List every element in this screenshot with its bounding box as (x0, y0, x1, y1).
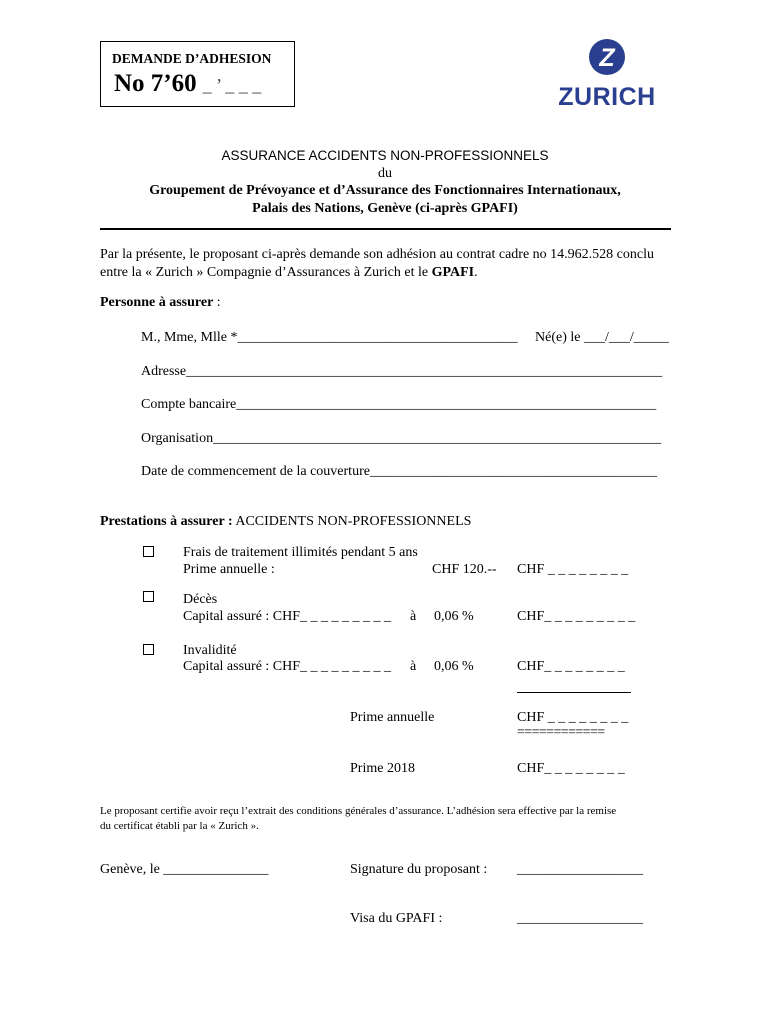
death-rate: 0,06 % (434, 609, 474, 624)
benefits-heading (100, 514, 471, 530)
disability-rate: 0,06 % (434, 659, 474, 674)
application-number (114, 70, 261, 98)
subtotal-line (517, 692, 631, 693)
logo-letter: Z (599, 44, 615, 72)
address-field[interactable]: Adresse____________________________________________________________________ (141, 364, 663, 379)
intro-gpafi: GPAFI (431, 265, 475, 280)
person-heading-label: Personne à assurer (100, 295, 214, 310)
certify-line-2: du certificat établi par la « Zurich ». (100, 820, 259, 832)
coverage-start-field[interactable]: Date de commencement de la couverture_________________________________________ (141, 464, 657, 479)
proposant-signature-field[interactable]: __________________ (517, 862, 643, 877)
name-field[interactable]: M., Mme, Mlle *________________________________________ (141, 330, 518, 345)
title-divider (100, 228, 671, 230)
treatment-amount-field[interactable]: CHF _ _ _ _ _ _ _ _ (517, 562, 629, 577)
disability-capital-field[interactable]: Capital assuré : CHF_ _ _ _ _ _ _ _ _ (183, 659, 392, 674)
disability-at: à (410, 659, 417, 674)
intro-line-1: Par la présente, le proposant ci-après demande son adhésion au contrat cadre no 14.962.528 conclu (100, 247, 654, 262)
bank-account-field[interactable]: Compte bancaire____________________________________________________________ (141, 397, 657, 412)
annual-premium-label: Prime annuelle (350, 710, 435, 725)
title-line-4: Palais des Nations, Genève (ci-après GPAFI) (252, 201, 518, 216)
treatment-title: Frais de traitement illimités pendant 5 ans (183, 545, 418, 560)
person-heading (100, 295, 221, 311)
death-at: à (410, 609, 417, 624)
gpafi-visa-label: Visa du GPAFI : (350, 911, 443, 926)
application-label: DEMANDE D’ADHESION (112, 51, 272, 66)
person-heading-colon: : (213, 295, 221, 310)
benefits-heading-label: Prestations à assurer : (100, 514, 233, 529)
death-capital-field[interactable]: Capital assuré : CHF_ _ _ _ _ _ _ _ _ (183, 609, 392, 624)
treatment-detail: Prime annuelle : (183, 562, 275, 577)
organisation-field[interactable]: Organisation________________________________________________________________ (141, 431, 662, 446)
certify-line-1: Le proposant certifie avoir reçu l’extrait des conditions générales d’assurance. L’adhésion sera effective par la remise (100, 805, 617, 817)
treatment-costs-checkbox[interactable] (143, 546, 154, 557)
death-title: Décès (183, 592, 218, 607)
benefits-heading-type: ACCIDENTS NON-PROFESSIONNELS (232, 514, 472, 529)
disability-title: Invalidité (183, 643, 237, 658)
gpafi-visa-field[interactable]: __________________ (517, 911, 643, 926)
premium-year-label: Prime 2018 (350, 761, 415, 776)
death-checkbox[interactable] (143, 591, 154, 602)
application-number-box (100, 41, 295, 107)
logo-text: ZURICH (558, 83, 656, 111)
application-number-blanks: _ ’ _ _ _ (202, 75, 262, 95)
death-amount-field[interactable]: CHF_ _ _ _ _ _ _ _ _ (517, 609, 636, 624)
treatment-premium: CHF 120.-- (432, 562, 497, 577)
intro-line-2 (100, 265, 478, 281)
annual-premium-field[interactable]: CHF _ _ _ _ _ _ _ _ (517, 710, 629, 725)
zurich-logo-icon (552, 35, 662, 111)
title-line-3: Groupement de Prévoyance et d’Assurance des Fonctionnaires Internationaux, (149, 183, 621, 198)
disability-checkbox[interactable] (143, 644, 154, 655)
intro-period: . (474, 265, 478, 280)
application-number-value: No 7’60 (114, 70, 197, 97)
title-line-2: du (378, 166, 392, 181)
intro-text: entre la « Zurich » Compagnie d’Assurances à Zurich et le (100, 265, 432, 280)
place-date-field[interactable]: Genève, le _______________ (100, 862, 269, 877)
disability-amount-field[interactable]: CHF_ _ _ _ _ _ _ _ (517, 659, 625, 674)
birth-date-field[interactable]: Né(e) le ___/___/_____ (535, 330, 669, 345)
premium-year-field[interactable]: CHF_ _ _ _ _ _ _ _ (517, 761, 625, 776)
title-line-1: ASSURANCE ACCIDENTS NON-PROFESSIONNELS (221, 148, 549, 163)
total-double-line: ============ (517, 725, 605, 740)
proposant-signature-label: Signature du proposant : (350, 862, 488, 877)
zurich-logo (552, 35, 662, 111)
